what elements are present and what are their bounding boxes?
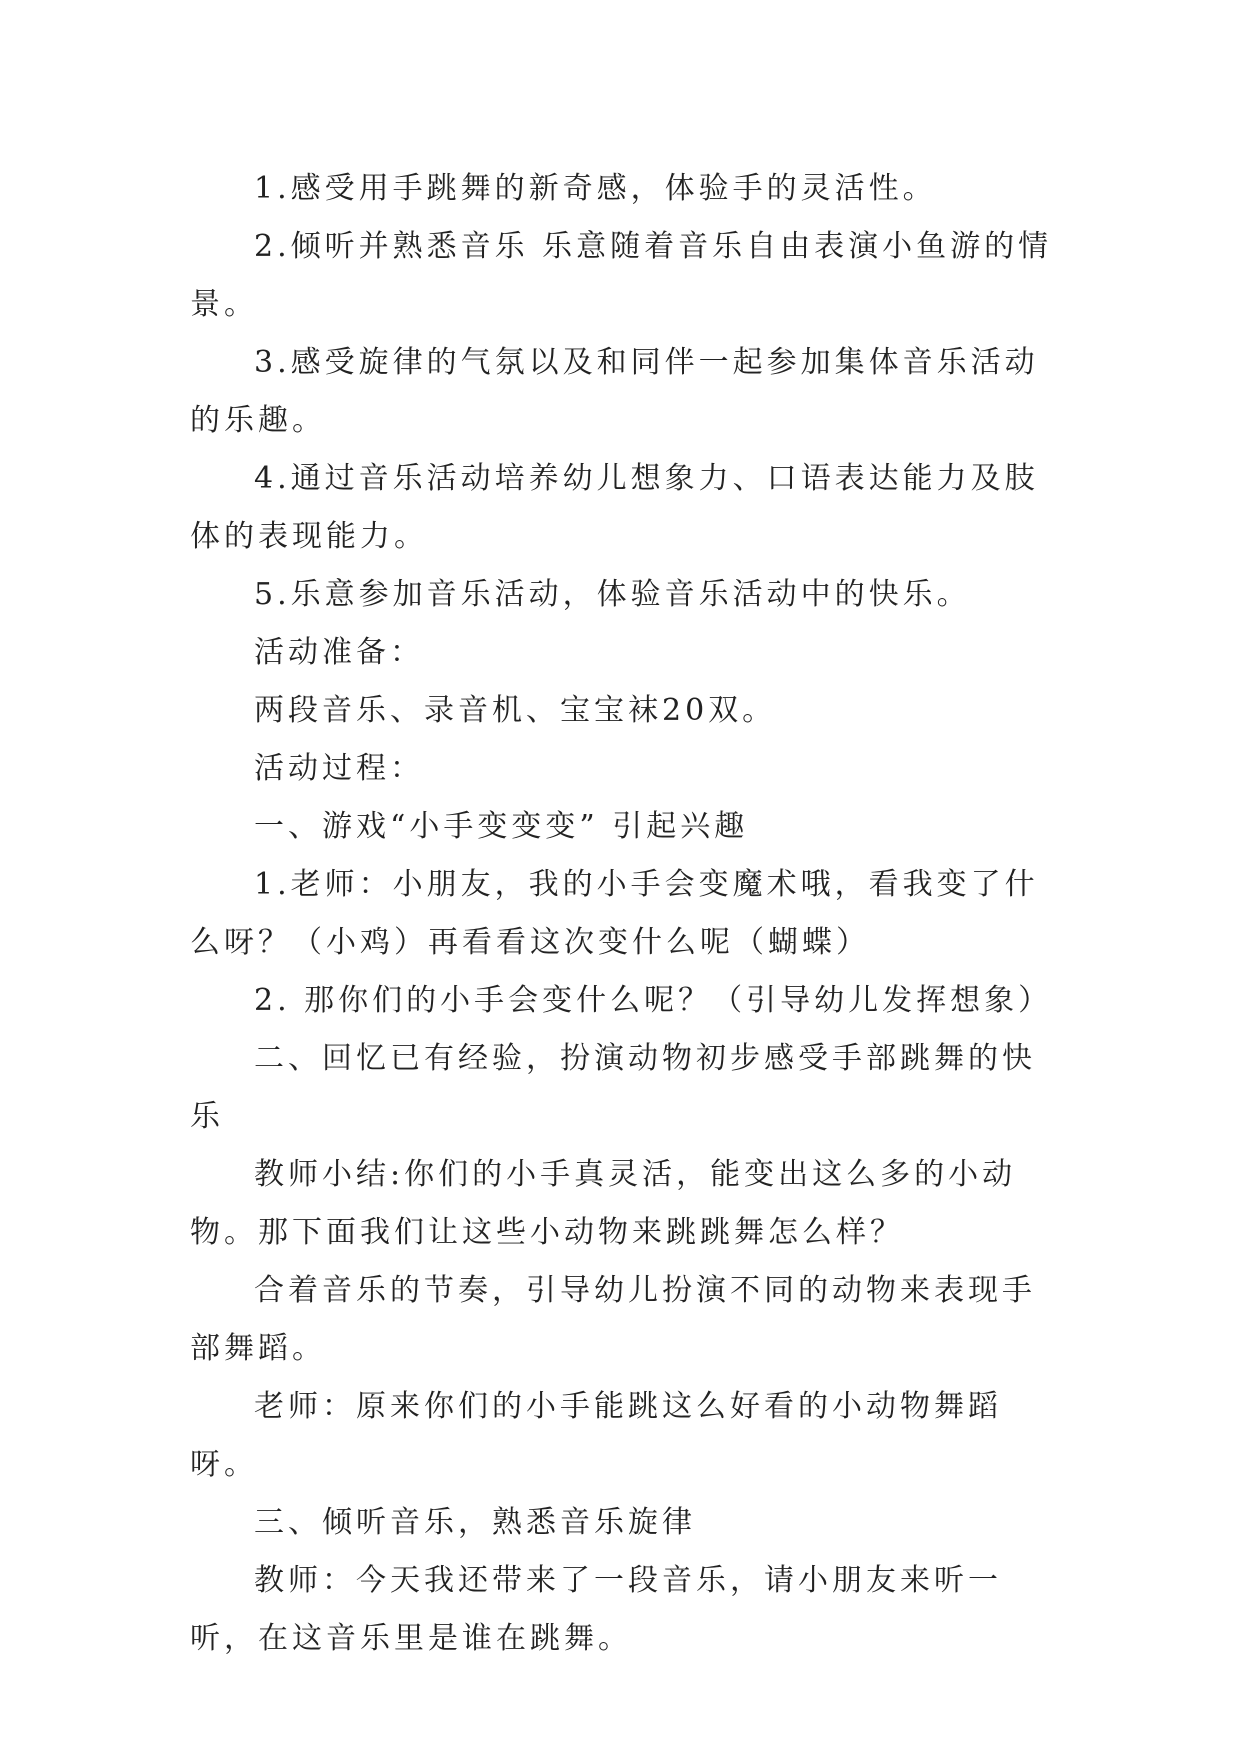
heading-step-3: 三、倾听音乐，熟悉音乐旋律 [254, 1505, 696, 1540]
paragraph-goal-1: 1.感受用手跳舞的新奇感，体验手的灵活性。 [254, 171, 937, 206]
paragraph-step-1-2: 2. 那你们的小手会变什么呢？（引导幼儿发挥想象） [254, 983, 1053, 1018]
paragraph-goal-5: 5.乐意参加音乐活动，体验音乐活动中的快乐。 [254, 577, 971, 612]
paragraph-teacher-remark: 老师：原来你们的小手能跳这么好看的小动物舞蹈呀。 [190, 1389, 1002, 1482]
document-body [190, 160, 1055, 1668]
paragraph-step-1-1: 1.老师：小朋友，我的小手会变魔术哦，看我变了什么呀？（小鸡）再看看这次变什么呢（蝴蝶） [190, 867, 1039, 960]
paragraph-goal-3: 3.感受旋律的气氛以及和同伴一起参加集体音乐活动的乐趣。 [190, 345, 1039, 438]
paragraph-goal-2: 2.倾听并熟悉音乐 乐意随着音乐自由表演小鱼游的情景。 [190, 229, 1053, 322]
heading-preparation: 活动准备： [254, 635, 424, 670]
paragraph-rhythm: 合着音乐的节奏，引导幼儿扮演不同的动物来表现手部舞蹈。 [190, 1273, 1036, 1366]
paragraph-listen-music: 教师：今天我还带来了一段音乐，请小朋友来听一听，在这音乐里是谁在跳舞。 [190, 1563, 1002, 1656]
paragraph-goal-4: 4.通过音乐活动培养幼儿想象力、口语表达能力及肢体的表现能力。 [190, 461, 1039, 554]
heading-step-2: 二、回忆已有经验，扮演动物初步感受手部跳舞的快乐 [190, 1041, 1036, 1134]
heading-step-1: 一、游戏“小手变变变” 引起兴趣 [254, 809, 749, 844]
heading-process: 活动过程： [254, 751, 424, 786]
paragraph-materials: 两段音乐、录音机、宝宝袜20双。 [254, 693, 777, 728]
paragraph-teacher-summary: 教师小结:你们的小手真灵活，能变出这么多的小动物。那下面我们让这些小动物来跳跳舞怎么样？ [190, 1157, 1017, 1250]
